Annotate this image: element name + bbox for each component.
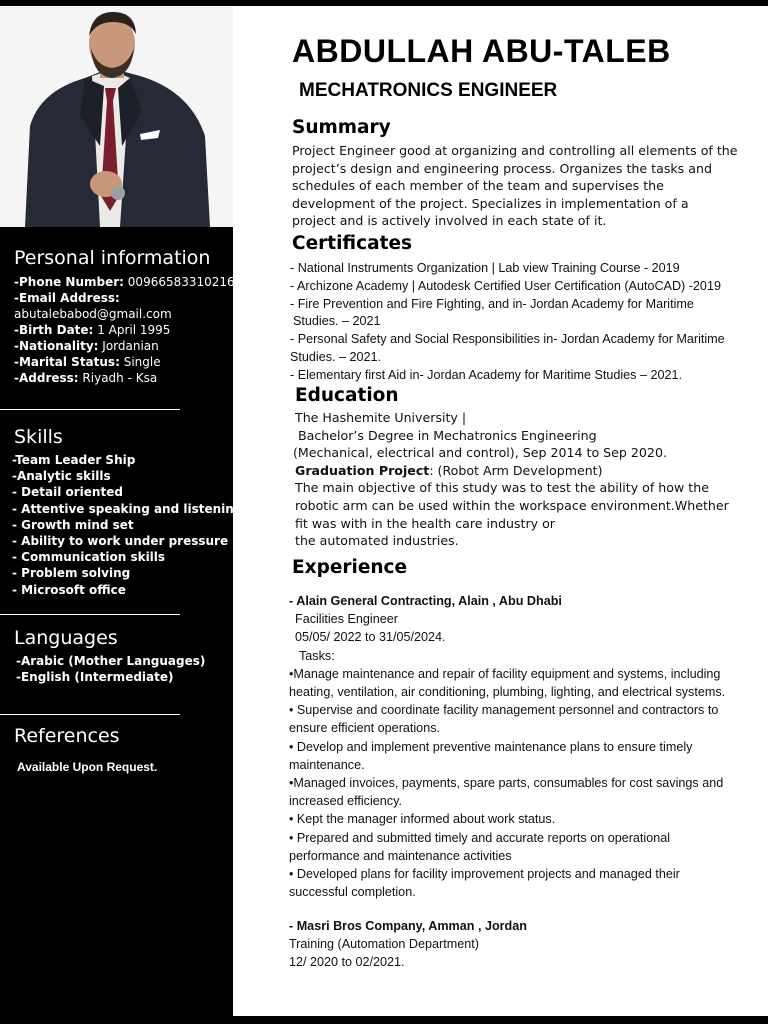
- marital-label: -Marital Status:: [14, 355, 120, 369]
- job-2-role: Training (Automation Department): [289, 937, 479, 952]
- address-row: [14, 370, 157, 386]
- sidebar-divider: [0, 614, 180, 615]
- job-1-role: Facilities Engineer: [295, 612, 398, 627]
- job-2: [289, 917, 527, 972]
- marital-value: Single: [123, 355, 161, 369]
- personal-info-heading: Personal information: [14, 247, 211, 269]
- task-line: • Supervise and coordinate facility management personnel and contractors to: [289, 703, 719, 718]
- skill-item: - Growth mind set: [12, 517, 134, 532]
- skill-item: - Microsoft office: [12, 582, 126, 597]
- task-line: • Kept the manager informed about work status.: [289, 812, 556, 827]
- skill-item: - Attentive speaking and listening: [12, 501, 243, 516]
- address-label: -Address:: [14, 371, 79, 385]
- task-line: ensure efficient operations.: [289, 721, 440, 736]
- certificate-item: - Fire Prevention and Fire Fighting, and in- Jordan Academy for Maritime: [290, 296, 694, 311]
- skill-item: -Team Leader Ship: [12, 453, 136, 467]
- nationality-label: -Nationality:: [14, 339, 99, 353]
- language-item: -Arabic (Mother Languages): [16, 654, 206, 668]
- skills-heading: Skills: [14, 426, 63, 448]
- certificate-item: Studies. – 2021: [293, 314, 381, 329]
- degree: Bachelor’s Degree in Mechatronics Engineering: [298, 427, 597, 443]
- task-line: • Develop and implement preventive maintenance plans to ensure timely: [289, 739, 693, 754]
- university: The Hashemite University |: [295, 410, 467, 425]
- language-item: -English (Intermediate): [16, 670, 174, 685]
- task-line: • Prepared and submitted timely and accurate reports on operational: [289, 830, 671, 845]
- skill-item: - Problem solving: [12, 566, 131, 581]
- education-desc: The main objective of this study was to test the ability of how the: [295, 480, 709, 496]
- references-heading: References: [14, 725, 120, 747]
- certificate-item: - National Instruments Organization | Lab view Training Course - 2019: [290, 261, 680, 275]
- education-heading: Education: [295, 385, 399, 406]
- certificates-heading: Certificates: [292, 233, 412, 254]
- email-value: abutalebabod@gmail.com: [14, 307, 172, 321]
- task-line: •Manage maintenance and repair of facility equipment and systems, including: [289, 666, 721, 681]
- profile-photo: [0, 6, 233, 227]
- task-line: successful completion.: [289, 885, 416, 900]
- languages-heading: Languages: [14, 627, 118, 649]
- summary-heading: Summary: [292, 117, 391, 138]
- birth-label: -Birth Date:: [14, 323, 94, 337]
- education-block: [295, 409, 729, 550]
- job-1-company: - Alain General Contracting, Alain , Abu Dhabi: [289, 594, 562, 608]
- references-text: Available Upon Request.: [17, 760, 158, 774]
- bottom-bar: [233, 1016, 768, 1024]
- phone-label: -Phone Number:: [14, 275, 124, 289]
- job-2-company: - Masri Bros Company, Amman , Jordan: [289, 919, 527, 933]
- certificates-list: [290, 260, 725, 385]
- skill-item: -Analytic skills: [12, 469, 111, 484]
- portrait-image: [0, 6, 233, 227]
- email-label: -Email Address:: [14, 291, 120, 305]
- task-line: performance and maintenance activities: [289, 848, 512, 863]
- education-desc: the automated industries.: [295, 533, 459, 549]
- certificate-item: Studies. – 2021.: [290, 349, 382, 364]
- job-1: [289, 592, 725, 901]
- phone-row: [14, 274, 235, 290]
- certificate-item: - Personal Safety and Social Responsibilities in- Jordan Academy for Maritime: [290, 332, 725, 347]
- task-line: heating, ventilation, air conditioning, plumbing, lighting, and electrical systems.: [289, 685, 726, 700]
- certificate-item: - Elementary first Aid in- Jordan Academy for Maritime Studies – 2021.: [290, 367, 682, 382]
- address-value: Riyadh - Ksa: [82, 371, 158, 385]
- skill-item: - Communication skills: [12, 550, 166, 565]
- skills-list: [12, 452, 242, 598]
- birth-value: 1 April 1995: [97, 323, 171, 337]
- nationality-value: Jordanian: [102, 339, 159, 353]
- experience-heading: Experience: [292, 557, 408, 578]
- education-desc: fit was with in the health care industry or: [295, 515, 555, 531]
- sidebar-divider: [0, 409, 180, 410]
- certificate-item: - Archizone Academy | Autodesk Certified User Certification (AutoCAD) -2019: [290, 278, 721, 293]
- task-line: increased efficiency.: [289, 794, 402, 809]
- sidebar-divider: [0, 714, 180, 715]
- languages-list: [16, 653, 205, 685]
- candidate-name: ABDULLAH ABU-TALEB: [292, 33, 671, 69]
- skill-item: - Detail oriented: [12, 485, 123, 500]
- job-2-dates: 12/ 2020 to 02/2021.: [289, 955, 405, 970]
- education-desc: robotic arm can be used within the workspace environment.Whether: [295, 497, 729, 513]
- phone-value: 00966583310216: [127, 275, 235, 289]
- job-title: MECHATRONICS ENGINEER: [299, 80, 558, 101]
- degree-details: (Mechanical, electrical and control), Sep 2014 to Sep 2020.: [293, 445, 667, 461]
- graduation-project: Graduation Project: (Robot Arm Development): [295, 462, 603, 478]
- task-line: •Managed invoices, payments, spare parts, consumables for cost savings and: [289, 776, 724, 791]
- marital-row: [14, 354, 161, 370]
- skill-item: - Ability to work under pressure: [12, 534, 229, 549]
- job-1-tasks-label: Tasks:: [299, 648, 335, 663]
- sidebar: [0, 227, 243, 1024]
- nationality-row: [14, 338, 159, 354]
- summary-text: Project Engineer good at organizing and controlling all elements of the project’s design and engineering process. Organizes the tasks and schedules of each member of the team and supervises the development of the project. Specializes in implementation of a project and is actively involved in each state of it.: [292, 143, 738, 229]
- task-line: • Developed plans for facility improvement projects and managed their: [289, 867, 680, 882]
- birth-row: [14, 322, 170, 338]
- task-line: maintenance.: [289, 757, 365, 772]
- job-1-dates: 05/05/ 2022 to 31/05/2024.: [295, 630, 446, 645]
